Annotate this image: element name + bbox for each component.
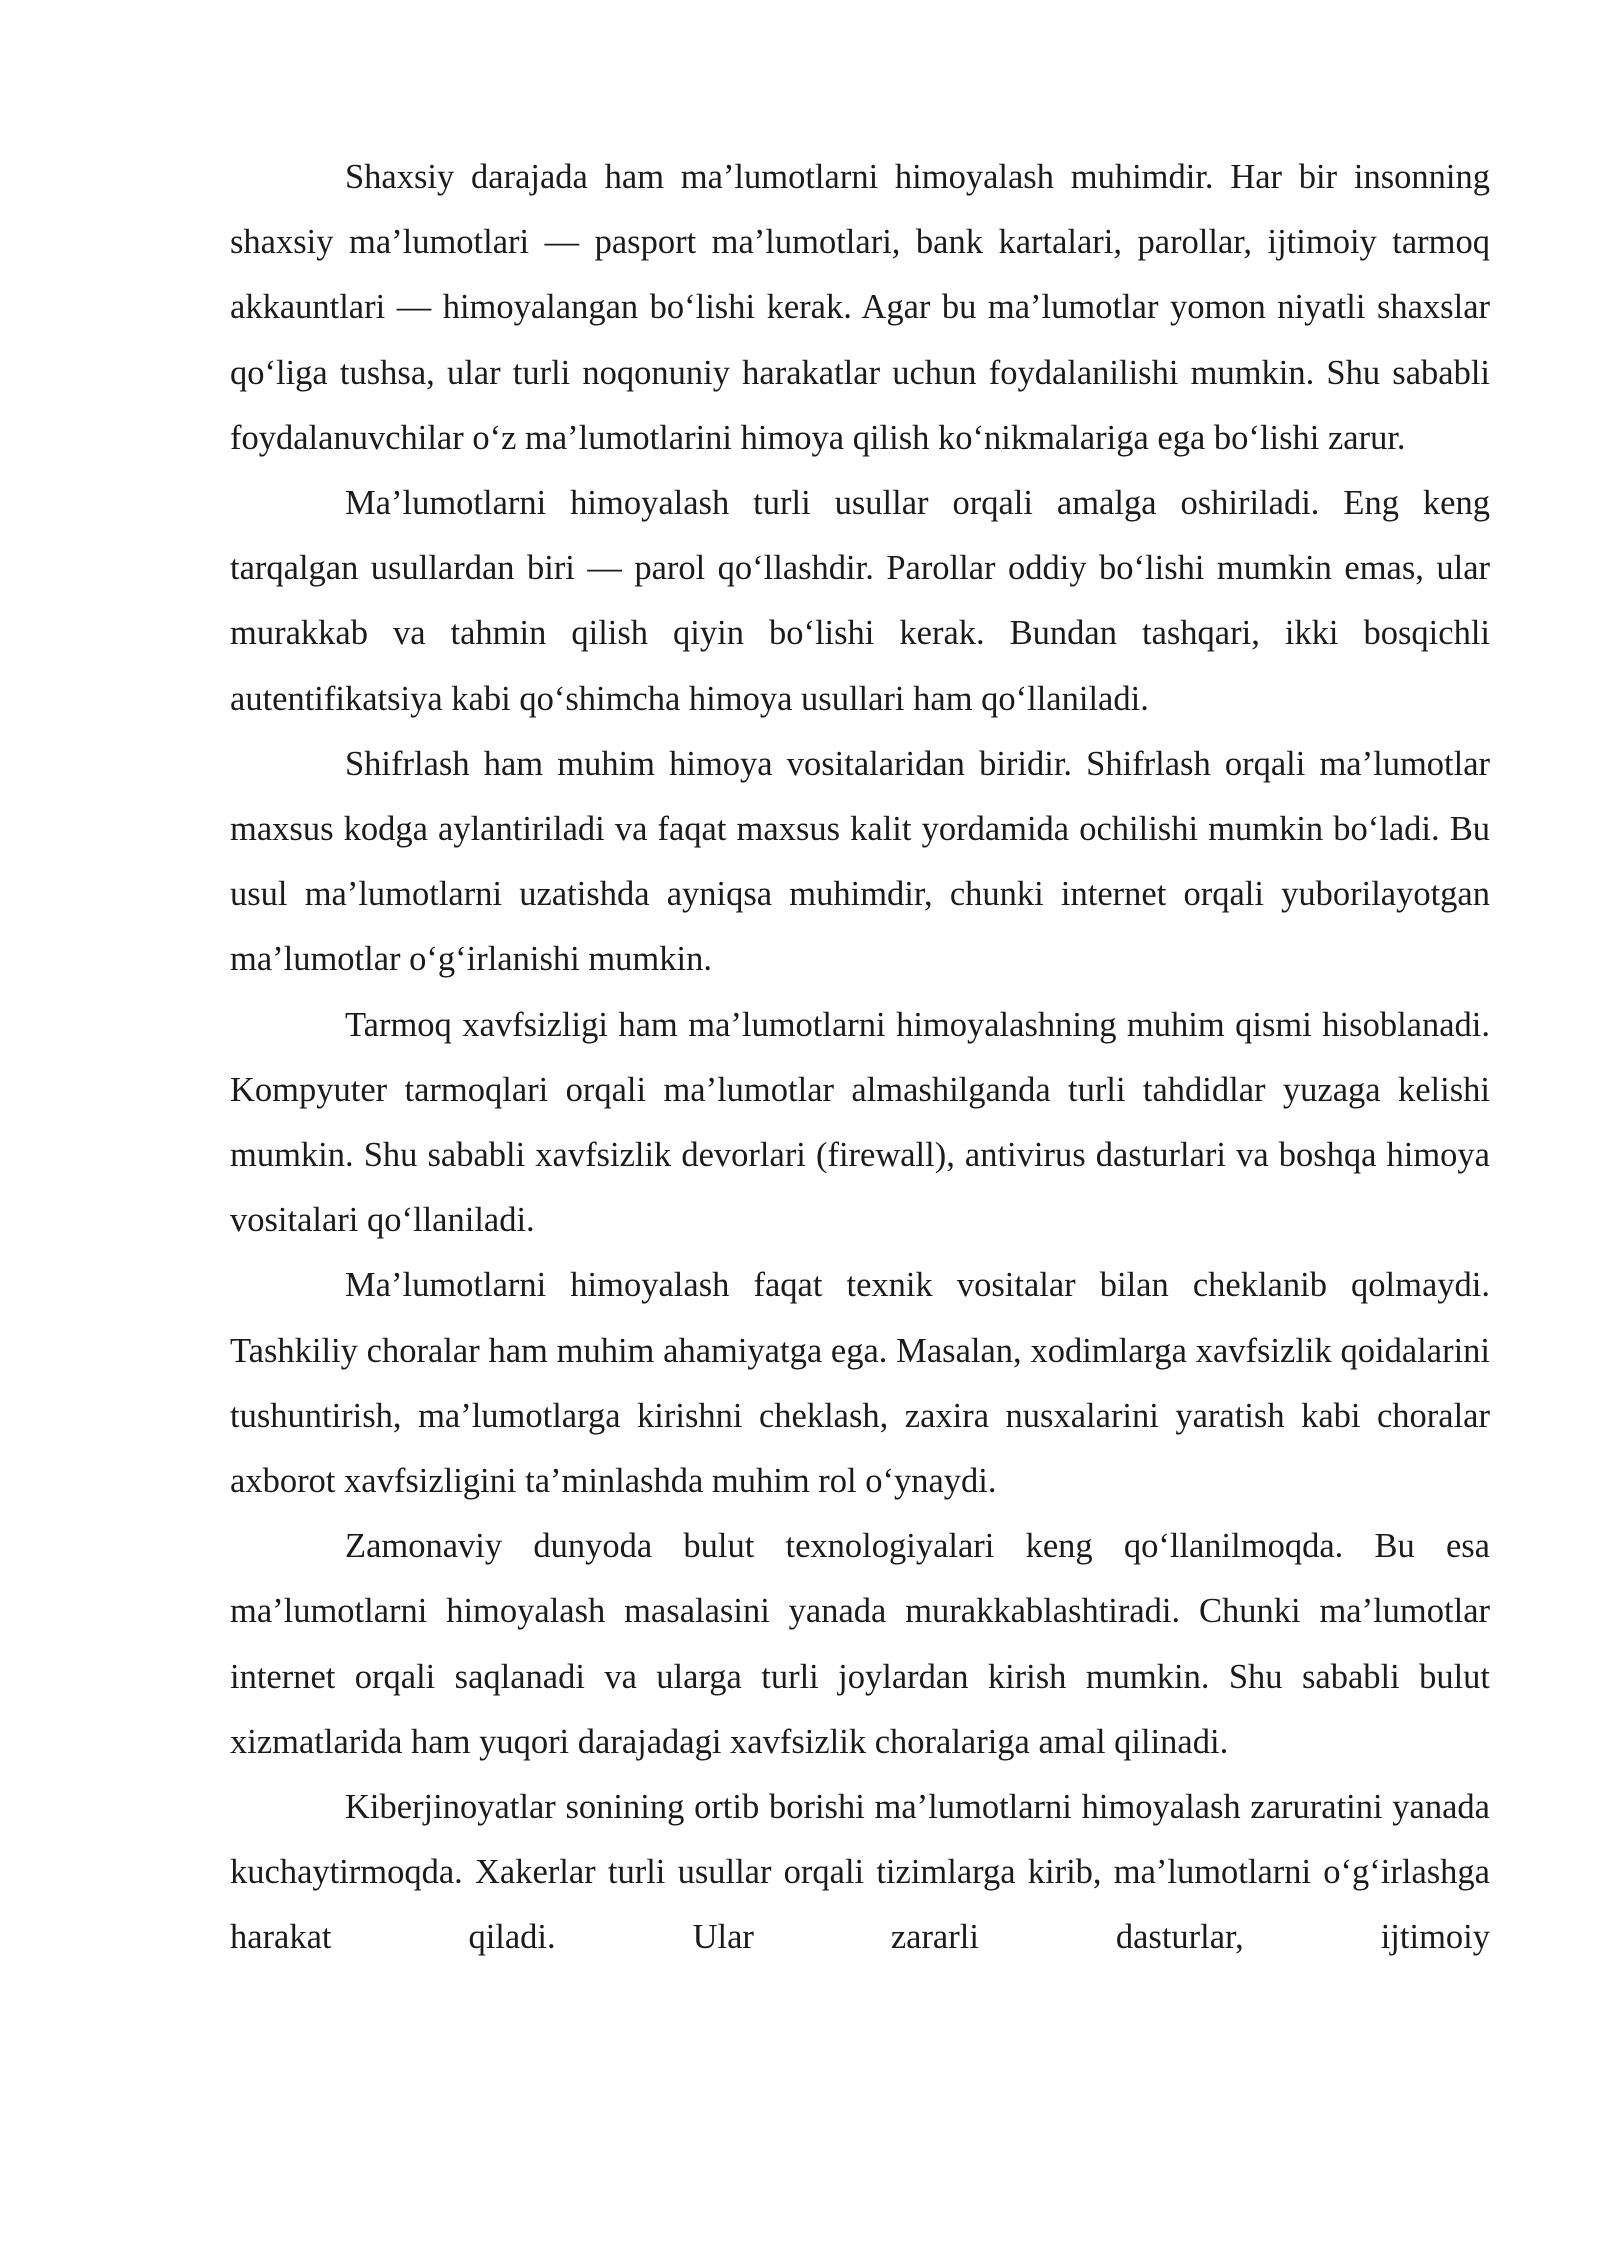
- paragraph-personal-data: Shaxsiy darajada ham ma’lumotlarni himoyalash muhimdir. Har bir insonning shaxsiy ma’lumotlari — pasport ma’lumotlari, bank kartalari, parollar, ijtimoiy tarmoq akkauntlari — himoyalangan bo‘lishi kerak. Agar bu ma’lumotlar yomon niyatli shaxslar qo‘liga tushsa, ular turli noqonuniy harakatlar uchun foydalanilishi mumkin. Shu sababli foydalanuvchilar o‘z ma’lumotlarini himoya qilish ko‘nikmalariga ega bo‘lishi zarur.: [230, 158, 1490, 457]
- document-body: [230, 145, 1490, 1971]
- paragraph-network-security: Tarmoq xavfsizligi ham ma’lumotlarni himoyalashning muhim qismi hisoblanadi. Kompyuter tarmoqlari orqali ma’lumotlar almashilganda turli tahdidlar yuzaga kelishi mumkin. Shu sababli xavfsizlik devorlari (firewall), antivirus dasturlari va boshqa himoya vositalari qo‘llaniladi.: [230, 1005, 1490, 1240]
- paragraph-cybercrime: Kiberjinoyatlar sonining ortib borishi ma’lumotlarni himoyalash zaruratini yanada kuchaytirmoqda. Xakerlar turli usullar orqali tizimlarga kirib, ma’lumotlarni o‘g‘irlashga harakat qiladi. Ular zararli dasturlar, ijtimoiy: [230, 1788, 1490, 1957]
- paragraph-protection-methods: Ma’lumotlarni himoyalash turli usullar orqali amalga oshiriladi. Eng keng tarqalgan usullardan biri — parol qo‘llashdir. Parollar oddiy bo‘lishi mumkin emas, ular murakkab va tahmin qilish qiyin bo‘lishi kerak. Bundan tashqari, ikki bosqichli autentifikatsiya kabi qo‘shimcha himoya usullari ham qo‘llaniladi.: [230, 484, 1490, 718]
- paragraph-cloud-technologies: Zamonaviy dunyoda bulut texnologiyalari keng qo‘llanilmoqda. Bu esa ma’lumotlarni himoyalash masalasini yanada murakkablashtiradi. Chunki ma’lumotlar internet orqali saqlanadi va ularga turli joylardan kirish mumkin. Shu sababli bulut xizmatlarida ham yuqori darajadagi xavfsizlik choralariga amal qilinadi.: [230, 1527, 1490, 1761]
- paragraph-organizational-measures: Ma’lumotlarni himoyalash faqat texnik vositalar bilan cheklanib qolmaydi. Tashkiliy choralar ham muhim ahamiyatga ega. Masalan, xodimlarga xavfsizlik qoidalarini tushuntirish, ma’lumotlarga kirishni cheklash, zaxira nusxalarini yaratish kabi choralar axborot xavfsizligini ta’minlashda muhim rol o‘ynaydi.: [230, 1266, 1490, 1501]
- paragraph-encryption: Shifrlash ham muhim himoya vositalaridan biridir. Shifrlash orqali ma’lumotlar maxsus kodga aylantiriladi va faqat maxsus kalit yordamida ochilishi mumkin bo‘ladi. Bu usul ma’lumotlarni uzatishda ayniqsa muhimdir, chunki internet orqali yuborilayotgan ma’lumotlar o‘g‘irlanishi mumkin.: [230, 744, 1490, 979]
